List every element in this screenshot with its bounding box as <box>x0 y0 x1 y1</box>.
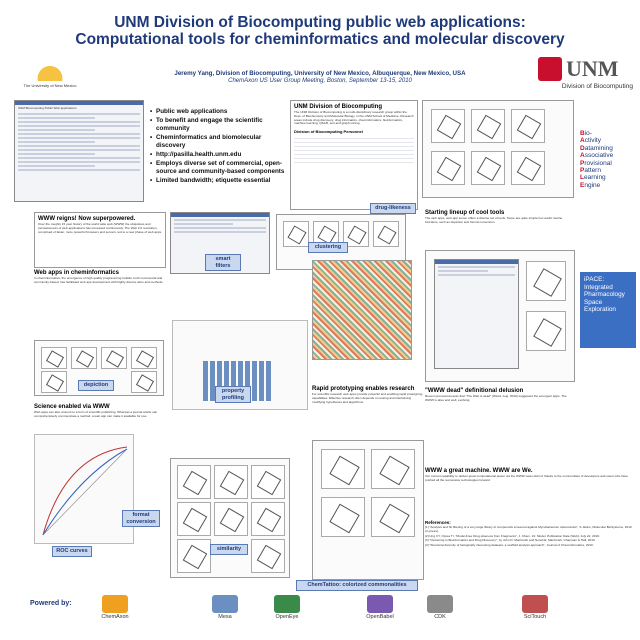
division-box <box>290 100 418 210</box>
ipace-panel: iPACE: Integrated Pharmacology Space Exploration <box>580 272 636 348</box>
www-dead-section <box>425 388 575 403</box>
similarity-panel <box>170 458 290 578</box>
bullet-item: • Public web applications <box>150 108 290 115</box>
sunset-logo-icon <box>24 55 76 81</box>
rapid-heading: Rapid prototyping enables research <box>312 386 415 392</box>
web-apps-screenshot <box>14 100 144 202</box>
cool-tools-body: The web apps, web app server offers a diverse set of tools. Some are quite simple but useful routine functions, such as depiction and format conversion. <box>425 216 563 224</box>
drug-likeness-panel <box>422 100 574 198</box>
unm-division-label: Division of Biocomputing <box>561 83 633 90</box>
bullet-item: • Employs diverse set of commercial, open-source and community-based components <box>150 160 290 175</box>
venue: ChemAxon US User Group Meeting, Boston, September 13-15, 2010 <box>228 78 412 84</box>
bullet-item: • Limited bandwidth; etiquette essential <box>150 177 290 184</box>
unm-seal-logo <box>14 55 86 91</box>
intro-bullets <box>150 108 290 187</box>
rapid-body: For scientific research web apps provide powerful and enabling rapid prototyping capabilities. Effective research often depends on testing and intertwining modifying hypotheses and algorithms. <box>312 392 423 404</box>
division-body: The UNM Division of Biocomputing is a multi-disciplinary research group within the Dept. of Biochemistry and Molecular Biology, in the UNM School of Medicine. Research areas include drug discovery, drug informatics, cheminformatics, bioinformatics, machine learning, QSAR, text and graph mining. <box>294 110 414 126</box>
clustering-heatmap <box>312 260 412 360</box>
callout-drug-likeness: drug-likeness <box>370 203 416 214</box>
unm-mark-icon <box>538 57 562 81</box>
openbabel-logo-icon <box>367 595 393 613</box>
cool-tools-section <box>425 210 575 225</box>
sponsor-mesa: Mesa <box>205 595 245 620</box>
callout-roc-curves: ROC curves <box>52 546 92 557</box>
ipace-figure <box>425 250 575 382</box>
great-machine-heading: WWW a great machine. WWW are We. <box>425 468 533 474</box>
great-machine-body: Our current capability to deliver great computational power via the WWW owes debt of thanks to the communities of developers and users who have pushed all the successive technologies forward. <box>425 474 628 482</box>
bullet-item: • To benefit and engage the scientific community <box>150 117 290 132</box>
authors: Jeremy Yang, Division of Biocomputing, University of New Mexico, Albuquerque, New Mexico, USA <box>174 70 466 77</box>
science-body: Web apps can also amount to a form of scientific publishing. Whereas a journal article can comprehensively communicate a method, a web app can make it available for use. <box>34 410 158 418</box>
bullet-item: • Cheminformatics and biomolecular discovery <box>150 134 290 149</box>
science-section <box>34 404 166 419</box>
rapid-section <box>312 386 424 404</box>
callout-property-profiling: property profiling <box>215 386 251 403</box>
sponsor-cdk: CDK <box>420 595 460 620</box>
sponsor-scitouch: SciTouch <box>510 595 560 620</box>
roc-curves-plot <box>34 434 134 544</box>
openeye-logo-icon <box>274 595 300 613</box>
www-dead-body: Recent pronouncements that "The Web is dead" (Wired, Aug. 2010) suggested the emergent apps. The WWW is alive and well, evolving. <box>425 394 567 402</box>
callout-depiction: depiction <box>78 380 114 391</box>
reference-item: [1] "Analysis and hit filtering of a very large library of compounds screened against Mycobacterium tuberculosis", S. Ekins, Molecular BioSystems, 2010 (in press). <box>425 525 632 533</box>
web-apps-body: In cheminformatics, the emergence of high quality programming toolkits, both commercial and community-based, has facilitated web app development with highly diverse aims and methods. <box>34 276 164 284</box>
cool-tools-heading: Starting lineup of cool tools <box>425 210 505 216</box>
web-apps-section <box>34 270 166 285</box>
screenshot-caption: UNM Biocomputing Public Web applications <box>18 106 77 110</box>
sponsor-openbabel: OpenBabel <box>352 595 408 620</box>
reference-item: [2] Ung CY, Oprea TI, "Model-Free Drug-Likeness from Fragments", J. Chem. Inf. Model. Publication Date (Web): July 22, 2010. <box>425 533 600 538</box>
callout-chemtattoo: ChemTattoo: colorized commonalities <box>296 580 418 591</box>
www-reigns-section <box>34 212 166 268</box>
chemaxon-logo-icon <box>102 595 128 613</box>
science-heading: Science enabled via WWW <box>34 404 110 410</box>
sponsor-chemaxon: ChemAxon <box>90 595 140 620</box>
reference-item: [3] "Clustering in Bioinformatics and Drug Discovery", by John D. MacCuish and Norah E. MacCuish, Chapman & Hall, 2010. <box>425 538 596 543</box>
unm-word: UNM <box>566 56 619 81</box>
www-reigns-heading: WWW reigns! Now superpowered. <box>38 216 136 222</box>
unm-logo <box>538 57 633 91</box>
references-heading: References: <box>425 520 451 525</box>
poster-title-line1: UNM Division of Biocomputing public web applications: <box>114 14 526 31</box>
callout-format-conversion: format conversion <box>122 510 160 527</box>
callout-clustering: clustering <box>308 242 348 253</box>
reference-item: [4] "Structural diversity of biologically interesting datasets: a scaffold analysis approach", Journal of Cheminformatics, 2010. <box>425 543 594 548</box>
web-apps-heading: Web apps in cheminformatics <box>34 270 119 276</box>
roc-curves-svg <box>35 435 135 545</box>
left-logo-caption: The University of New Mexico <box>23 83 77 88</box>
personnel-heading: Division of Biocomputing Personnel <box>294 129 363 135</box>
poster-title-line2: Computational tools for cheminformatics and molecular discovery <box>75 31 565 48</box>
chemtattoo-panel <box>312 440 424 580</box>
callout-similarity: similarity <box>210 544 248 555</box>
mesa-logo-icon <box>212 595 238 613</box>
www-dead-heading: "WWW dead" definitional delusion <box>425 388 524 394</box>
www-reigns-body: Over the roughly 15 year history of the world wide web (WWW) the ubiquitous and pervasiveness of web applications has increased continuously. The Web 2.0 revolution, comprised of faster, more powerful browsers and servers, led to a new phase of web apps. <box>38 222 162 234</box>
bullet-item[interactable]: • http://pasilla.health.unm.edu <box>150 151 290 158</box>
badapple-acronym: Bio- Activity Datamining Associative Provisional Pattern Learning Engine <box>580 130 614 189</box>
sponsor-openeye: OpenEye <box>262 595 312 620</box>
cdk-logo-icon <box>427 595 453 613</box>
powered-by-label: Powered by: <box>30 600 72 607</box>
references-section <box>425 520 633 548</box>
callout-smart-filters: smart filters <box>205 254 241 271</box>
scitouch-logo-icon <box>522 595 548 613</box>
division-heading: UNM Division of Biocomputing <box>294 104 382 110</box>
great-machine-section <box>425 468 633 483</box>
